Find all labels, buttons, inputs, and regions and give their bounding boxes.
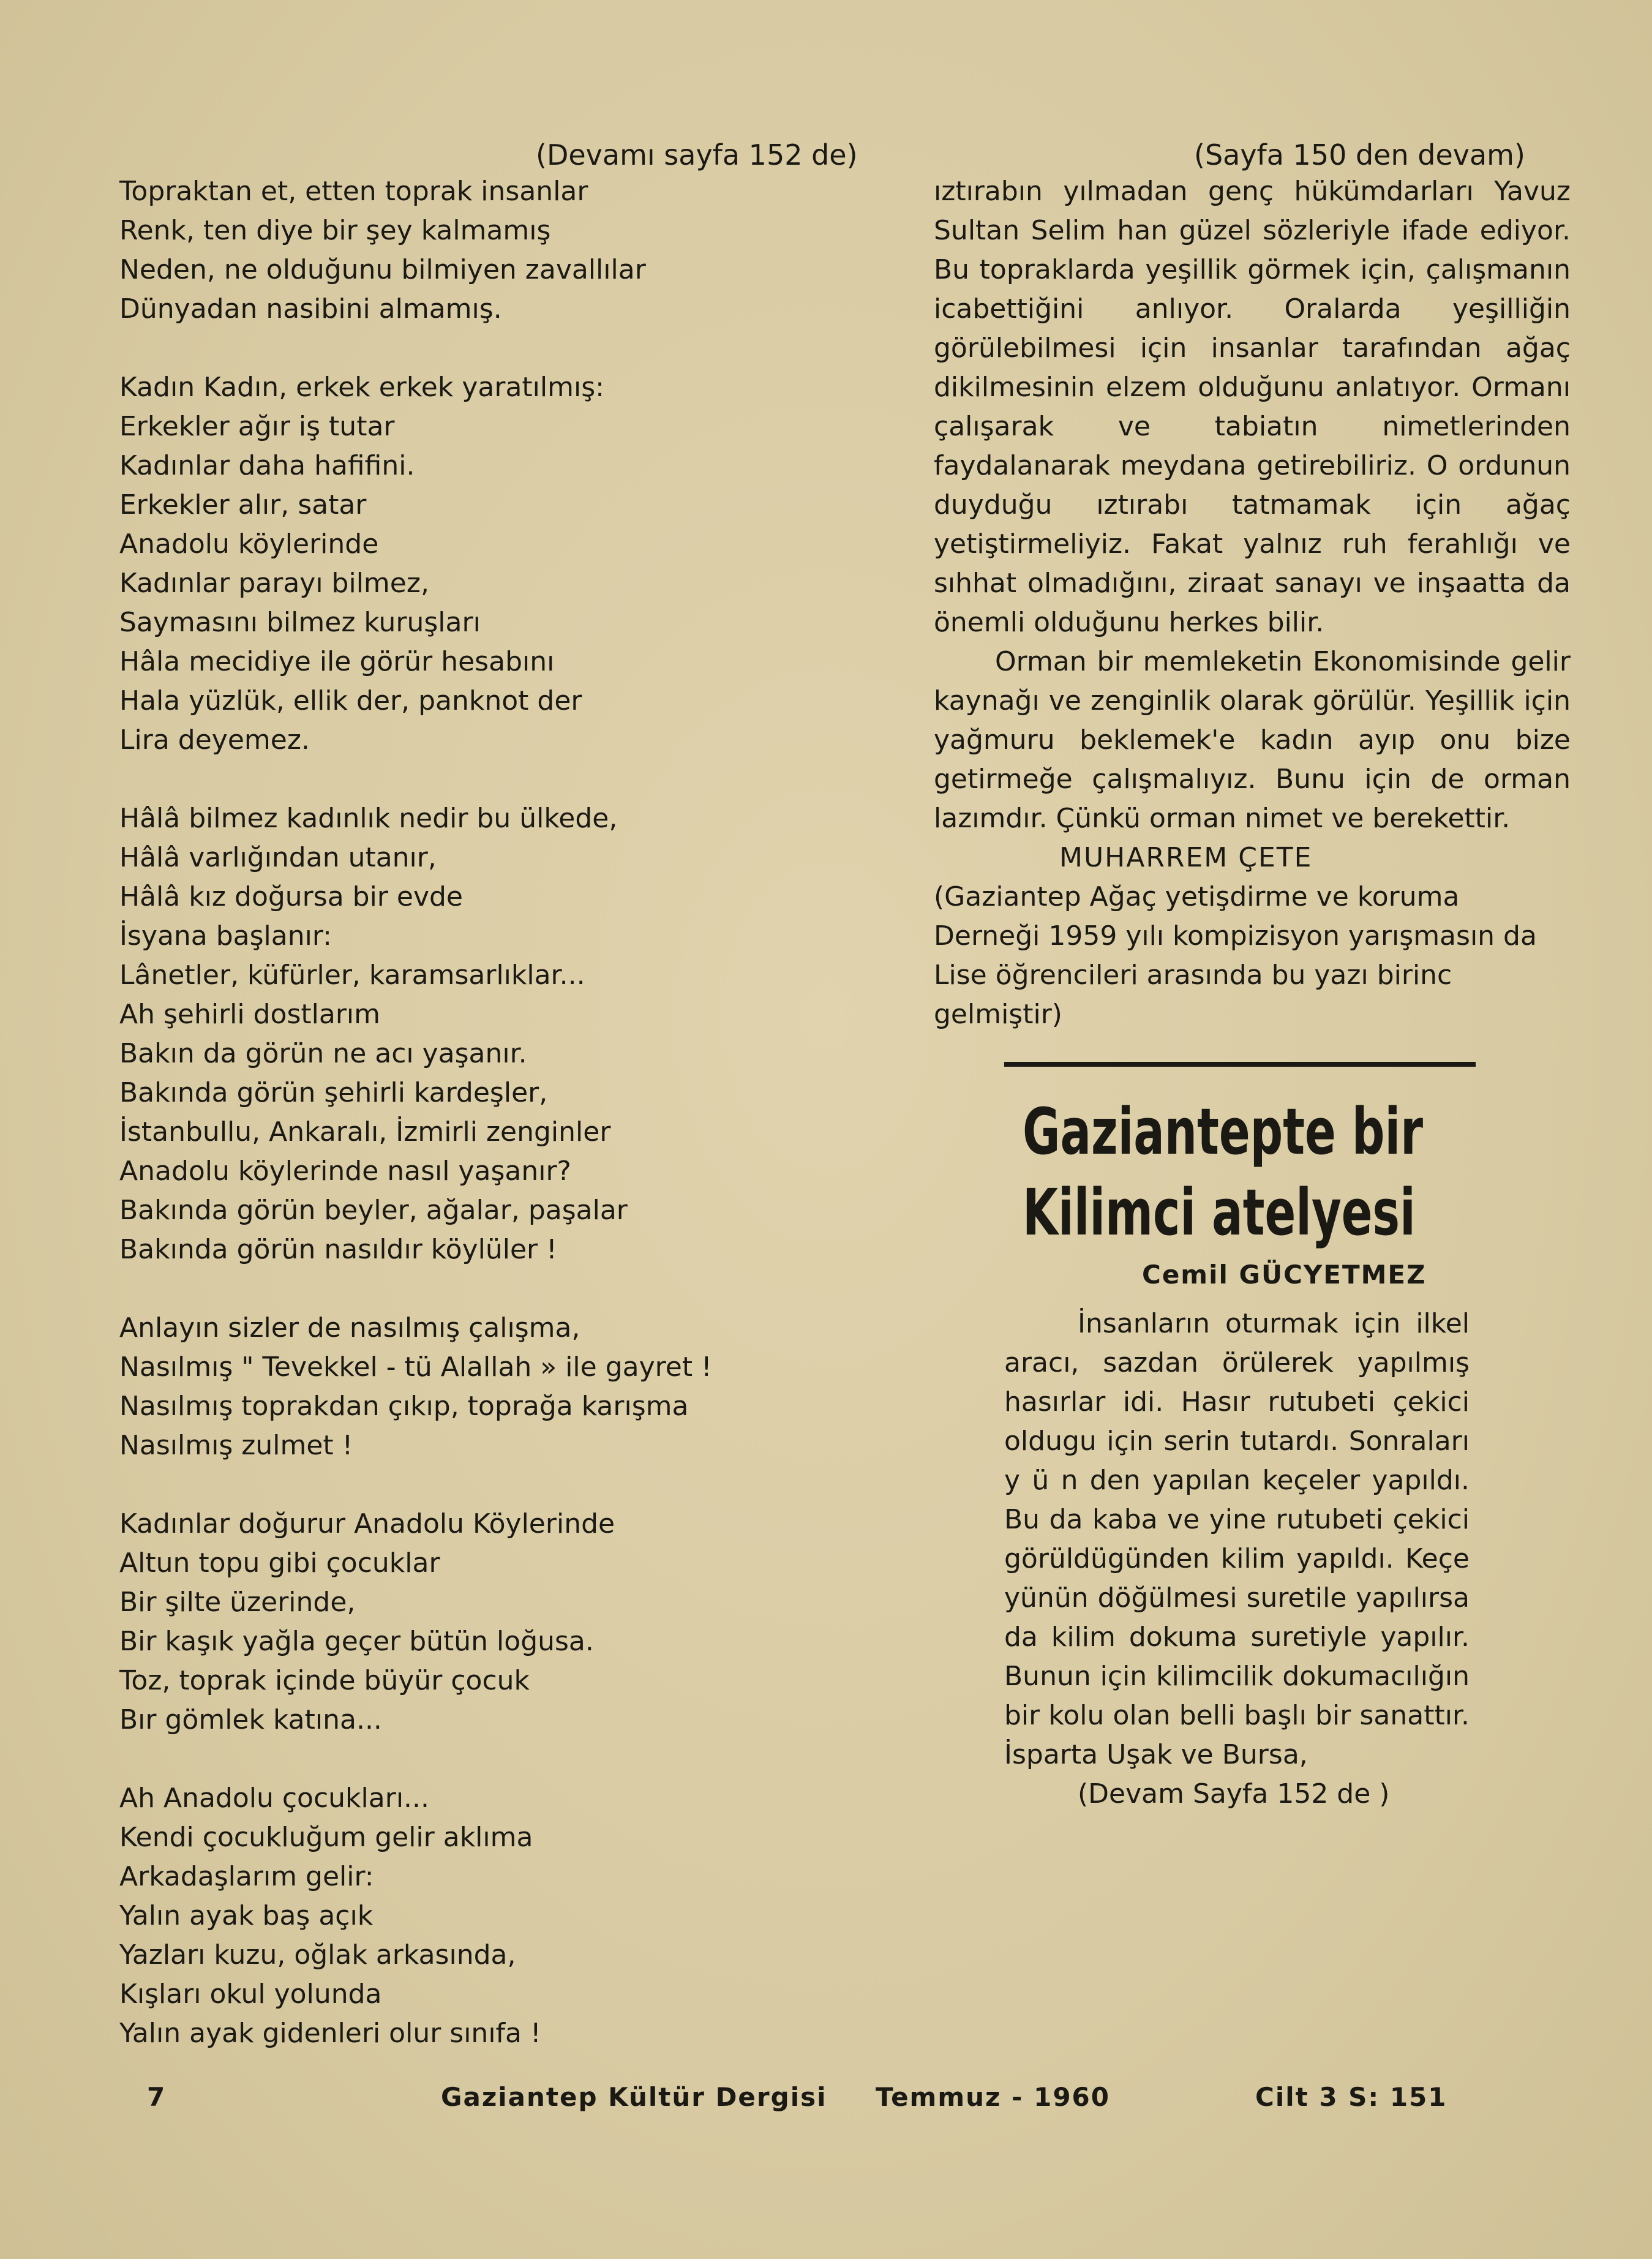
poem-line: Bakında görün nasıldır köylüler !	[119, 1234, 557, 1265]
poem-line: Ah şehirli dostlarım	[119, 999, 380, 1030]
article-title-line: Kilimci atelyesi	[1023, 1175, 1416, 1250]
poem-line: Lânetler, küfürler, karamsarlıklar...	[119, 960, 585, 991]
poem-line: Neden, ne olduğunu bilmiyen zavallılar	[119, 254, 646, 285]
poem-line: Hâlâ bilmez kadınlık nedir bu ülkede,	[119, 803, 618, 834]
poem-line: Nasılmış toprakdan çıkıp, toprağa karışma	[119, 1391, 689, 1422]
poem-line: Kadın Kadın, erkek erkek yaratılmış:	[119, 372, 604, 403]
poem-line: Erkekler alır, satar	[119, 489, 367, 521]
poem-line: Yazları kuzu, oğlak arkasında,	[119, 1939, 516, 1971]
poem-line: Altun topu gibi çocuklar	[119, 1547, 440, 1579]
article-continuation: (Devam Sayfa 152 de )	[1078, 1778, 1390, 1810]
poem-line: Kadınlar doğurur Anadolu Köylerinde	[119, 1508, 615, 1539]
poem-stanza	[119, 1779, 903, 2053]
poem-line: Lira deyemez.	[119, 724, 310, 756]
poem-line: Saymasını bilmez kuruşları	[119, 607, 481, 638]
poem-line: İsyana başlanır:	[119, 920, 332, 952]
poem-line: Topraktan et, etten toprak insanlar	[119, 176, 588, 207]
poem-line: Bir kaşık yağla geçer bütün loğusa.	[119, 1626, 594, 1657]
poem-line: Renk, ten diye bir şey kalmamış	[119, 215, 551, 246]
page-footer	[147, 2079, 1476, 2116]
poem-line: Erkekler ağır iş tutar	[119, 411, 395, 442]
poem	[119, 172, 903, 2053]
poem-line: Hâlâ varlığından utanır,	[119, 842, 437, 873]
right-column	[934, 138, 1571, 1814]
poem-stanza	[119, 799, 903, 1269]
poem-stanza	[119, 172, 903, 329]
poem-line: Kendi çocukluğum gelir aklıma	[119, 1822, 533, 1853]
poem-line: Anlayın sizler de nasılmış çalışma,	[119, 1312, 580, 1344]
article-byline: Cemil GÜCYETMEZ	[1142, 1260, 1427, 1290]
poem-line: Nasılmış zulmet !	[119, 1430, 353, 1461]
poem-stanza	[119, 368, 903, 760]
essay-note: (Gaziantep Ağaç yetişdirme ve koruma Derneği 1959 yılı kompizisyon yarışmasın da Lise öğrencileri arasında bu yazı birinc gelmiştir)	[934, 881, 1537, 1030]
poem-line: Yalın ayak gidenleri olur sınıfa !	[119, 2018, 541, 2049]
poem-line: Yalın ayak baş açık	[119, 1900, 374, 1931]
page-number: 7	[147, 2082, 165, 2112]
poem-stanza	[119, 1505, 903, 1740]
poem-line: Nasılmış " Tevekkel - tü Alallah » ile gayret !	[119, 1351, 712, 1383]
poem-line: Arkadaşlarım gelir:	[119, 1861, 374, 1892]
poem-line: Bir şilte üzerinde,	[119, 1587, 356, 1618]
left-column	[119, 138, 903, 2092]
magazine-name: Gaziantep Kültür Dergisi	[441, 2082, 827, 2112]
essay-paragraph: ıztırabın yılmadan genç hükümdarları Yavuz Sultan Selim han güzel sözleriyle ifade ediyor. Bu topraklarda yeşillik görmek için, çalışmanın icabettiğini anlıyor. Oralarda yeşilliğin görülebilmesi için insanlar tarafından ağaç dikilmesinin elzem olduğunu anlatıyor. Ormanı çalışarak ve tabiatın nimetlerinden faydalanarak meydana getirebiliriz. O ordunun duyduğu ıztırabı tatmamak için ağaç yetiştirmeliyiz. Fakat yalnız ruh ferahlığı ve sıhhat olmadığını, ziraat sanayı ve inşaatta da önemli olduğunu herkes bilir.	[934, 176, 1571, 638]
poem-line: Bakında görün beyler, ağalar, paşalar	[119, 1195, 628, 1226]
poem-line: Bakın da görün ne acı yaşanır.	[119, 1038, 527, 1069]
poem-line: Bır gömlek katına...	[119, 1704, 382, 1735]
volume-issue: Cilt 3 S: 151	[1255, 2082, 1447, 2112]
article-paragraph: İnsanların oturmak için ilkel aracı, sazdan örülerek yapılmış hasırlar idi. Hasır rutubeti çekici oldugu için serin tutardı. Sonraları y ü n den yapılan keçeler yapıldı. Bu da kaba ve yine rutubeti çekici görüldügünden kilim yapıldı. Keçe yünün döğülmesi suretile yapılırsa da kilim dokuma suretiyle yapılır. Bunun için kilimcilik dokumacılığın bir kolu olan belli başlı bir sanattır. İsparta Uşak ve Bursa,	[1004, 1308, 1470, 1770]
poem-line: Hâla mecidiye ile görür hesabını	[119, 646, 555, 677]
issue-date: Temmuz - 1960	[876, 2082, 1110, 2112]
poem-line: Hâlâ kız doğursa bir evde	[119, 881, 463, 912]
poem-line: Hala yüzlük, ellik der, panknot der	[119, 685, 582, 716]
continuation-note: (Devamı sayfa 152 de)	[536, 138, 858, 171]
poem-line: Kadınlar daha hafifini.	[119, 450, 415, 481]
essay-author: MUHARREM ÇETE	[1059, 842, 1313, 873]
poem-line: Kışları okul yolunda	[119, 1979, 382, 2010]
poem-line: Anadolu köylerinde	[119, 528, 379, 560]
poem-line: Ah Anadolu çocukları...	[119, 1783, 429, 1814]
poem-line: Anadolu köylerinde nasıl yaşanır?	[119, 1156, 571, 1187]
essay-paragraph: Orman bir memleketin Ekonomisinde gelir kaynağı ve zenginlik olarak görülür. Yeşillik için yağmuru beklemek'e kadın ayıp onu bize getirmeğe çalışmalıyız. Bunu için de orman lazımdır. Çünkü orman nimet ve berekettir.	[934, 646, 1571, 834]
poem-line: İstanbullu, Ankaralı, İzmirli zenginler	[119, 1116, 611, 1148]
poem-line: Toz, toprak içinde büyür çocuk	[119, 1665, 530, 1696]
article-title	[1023, 1091, 1463, 1253]
poem-line: Kadınlar parayı bilmez,	[119, 568, 429, 599]
continuation-note: (Sayfa 150 den devam)	[1194, 138, 1525, 171]
section-divider	[1004, 1062, 1476, 1067]
article-title-line: Gaziantepte bir	[1023, 1094, 1424, 1169]
poem-line: Dünyadan nasibini almamış.	[119, 293, 502, 325]
poem-line: Bakında görün şehirli kardeşler,	[119, 1077, 548, 1108]
essay	[934, 172, 1571, 1034]
poem-stanza	[119, 1309, 903, 1465]
article-body	[1004, 1304, 1470, 1814]
